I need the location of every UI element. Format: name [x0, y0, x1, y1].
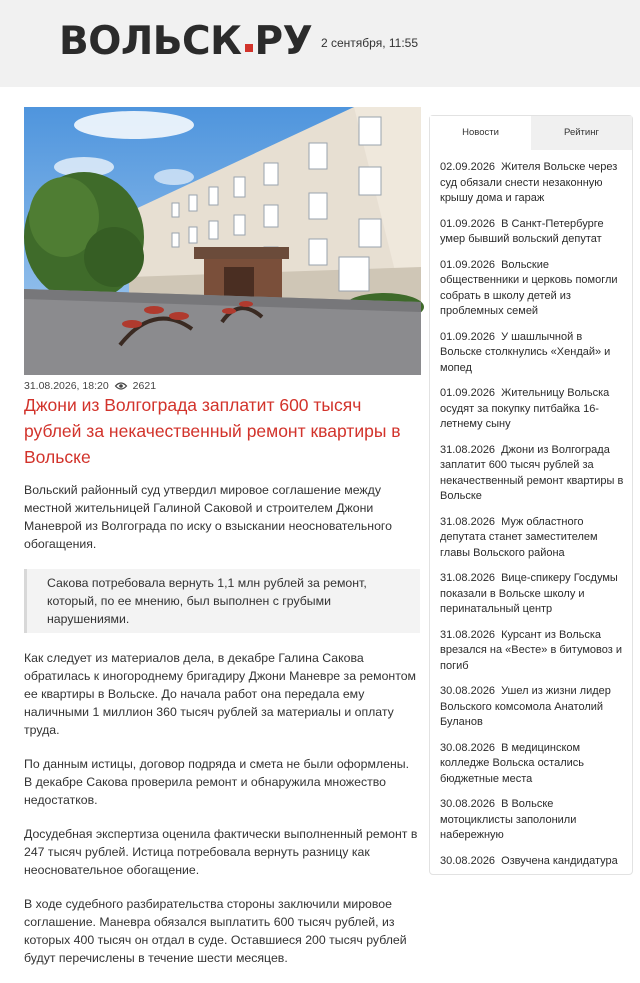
- news-item[interactable]: [440, 330, 624, 377]
- eye-icon: [115, 380, 127, 392]
- news-title: В медицинском колледже Вольска остались бюджетные места: [440, 741, 585, 785]
- news-item[interactable]: [440, 628, 624, 675]
- article-paragraph: В ходе судебного разбирательства стороны заключили мировое соглашение. Маневра обязался выплатить 600 тысяч рублей, из которых 400 тысяч он отдал в суде. Оставшиеся 200 тысяч рублей будут перечислены в течение шести месяцев.: [24, 897, 407, 965]
- news-item[interactable]: [440, 258, 624, 320]
- news-date: 02.09.2026: [440, 161, 496, 173]
- logo-dot: [245, 44, 253, 52]
- article-body: [24, 481, 420, 983]
- news-item[interactable]: [440, 217, 624, 248]
- article-quote: Сакова потребовала вернуть 1,1 млн рублей за ремонт, который, по ее мнению, был выполнен с грубыми нарушениями.: [24, 569, 420, 633]
- news-title: Жительницу Вольска осудят за покупку питбайка 16-летнему сыну: [440, 387, 610, 430]
- news-date: 30.08.2026: [440, 854, 496, 867]
- news-title: У шашлычной в Вольске столкнулись «Хендай» и мопед: [440, 330, 611, 374]
- news-item[interactable]: [440, 386, 624, 433]
- article-photo: [24, 107, 421, 375]
- news-date: 01.09.2026: [440, 387, 496, 399]
- article-paragraph: По данным истицы, договор подряда и смета не были оформлены. В декабре Сакова проверила ремонт и обнаружила множество недостатков.: [24, 757, 409, 807]
- news-date: 01.09.2026: [440, 258, 496, 271]
- news-list: [430, 150, 632, 869]
- news-item[interactable]: [440, 515, 624, 562]
- news-date: 30.08.2026: [440, 685, 496, 697]
- news-date: 30.08.2026: [440, 798, 496, 810]
- news-title: В Вольске мотоциклисты заполонили набережную: [440, 798, 577, 841]
- header-date: 2 сентября, 11:55: [321, 36, 419, 50]
- news-item[interactable]: [440, 684, 624, 731]
- news-date: 31.08.2026: [440, 572, 496, 584]
- news-date: 31.08.2026: [440, 443, 496, 456]
- news-title: Озвучена кандидатура: [501, 854, 618, 867]
- article-paragraph: Вольский районный суд утвердил мировое соглашение между местной жительницей Галиной Саковой и строителем Джони Маневрой из Волгограда по иску о взыскании неосновательного обогащения.: [24, 483, 392, 551]
- article-datetime: 31.08.2026, 18:20: [24, 380, 109, 392]
- news-title: Вице-спикеру Госдумы показали в Вольске школу и перинатальный центр: [440, 572, 618, 615]
- article-meta: [24, 379, 156, 393]
- news-title: Джони из Волгограда заплатит 600 тысяч рублей за некачественный ремонт квартиры в Вольске: [440, 443, 624, 502]
- news-item[interactable]: [440, 160, 624, 207]
- news-title: Жителя Вольске через суд обязали снести незаконную крышу дома и гараж: [440, 161, 618, 204]
- news-date: 30.08.2026: [440, 741, 496, 754]
- site-header: [0, 0, 640, 87]
- tab-news[interactable]: Новости: [430, 116, 531, 150]
- tab-rating[interactable]: Рейтинг: [531, 116, 632, 150]
- news-item[interactable]: [440, 443, 624, 505]
- news-sidebar: [429, 115, 633, 875]
- site-logo[interactable]: ВОЛЬСК РУ: [59, 19, 313, 64]
- news-title: Ушел из жизни лидер Вольского комсомола Анатолий Буланов: [440, 685, 611, 728]
- news-date: 01.09.2026: [440, 330, 496, 343]
- news-date: 01.09.2026: [440, 217, 496, 230]
- article-title: Джони из Волгограда заплатит 600 тысяч рублей за некачественный ремонт квартиры в Вольске: [24, 395, 401, 467]
- news-item[interactable]: [440, 741, 624, 788]
- article-views: 2621: [132, 380, 157, 392]
- news-title: Вольские общественники и церковь помогли собрать в школу детей из проблемных семей: [440, 258, 618, 317]
- news-item[interactable]: [440, 571, 624, 618]
- news-title: В Санкт-Петербурге умер бывший вольский депутат: [440, 217, 604, 245]
- news-title: Курсант из Вольска врезался на «Весте» в битумовоз и погиб: [440, 628, 622, 672]
- news-date: 31.08.2026: [440, 515, 496, 528]
- article-paragraph: Как следует из материалов дела, в декабре Галина Сакова обратилась к иногороднему бригадиру Джони Маневре за ремонтом ее квартиры в Вольске. До начала работ она передала ему наличными 1 миллион 360 тысяч рублей за материалы и оплату труда.: [24, 651, 416, 737]
- news-title: Муж областного депутата станет заместителем главы Вольского района: [440, 515, 598, 559]
- news-item[interactable]: [440, 797, 624, 844]
- sidebar-tabs: [430, 116, 632, 150]
- news-item[interactable]: [440, 854, 624, 870]
- article-paragraph: Досудебная экспертиза оценила фактически выполненный ремонт в 247 тысяч рублей. Истица потребовала вернуть разницу как неосновательное обогащение.: [24, 827, 418, 877]
- news-date: 31.08.2026: [440, 628, 496, 641]
